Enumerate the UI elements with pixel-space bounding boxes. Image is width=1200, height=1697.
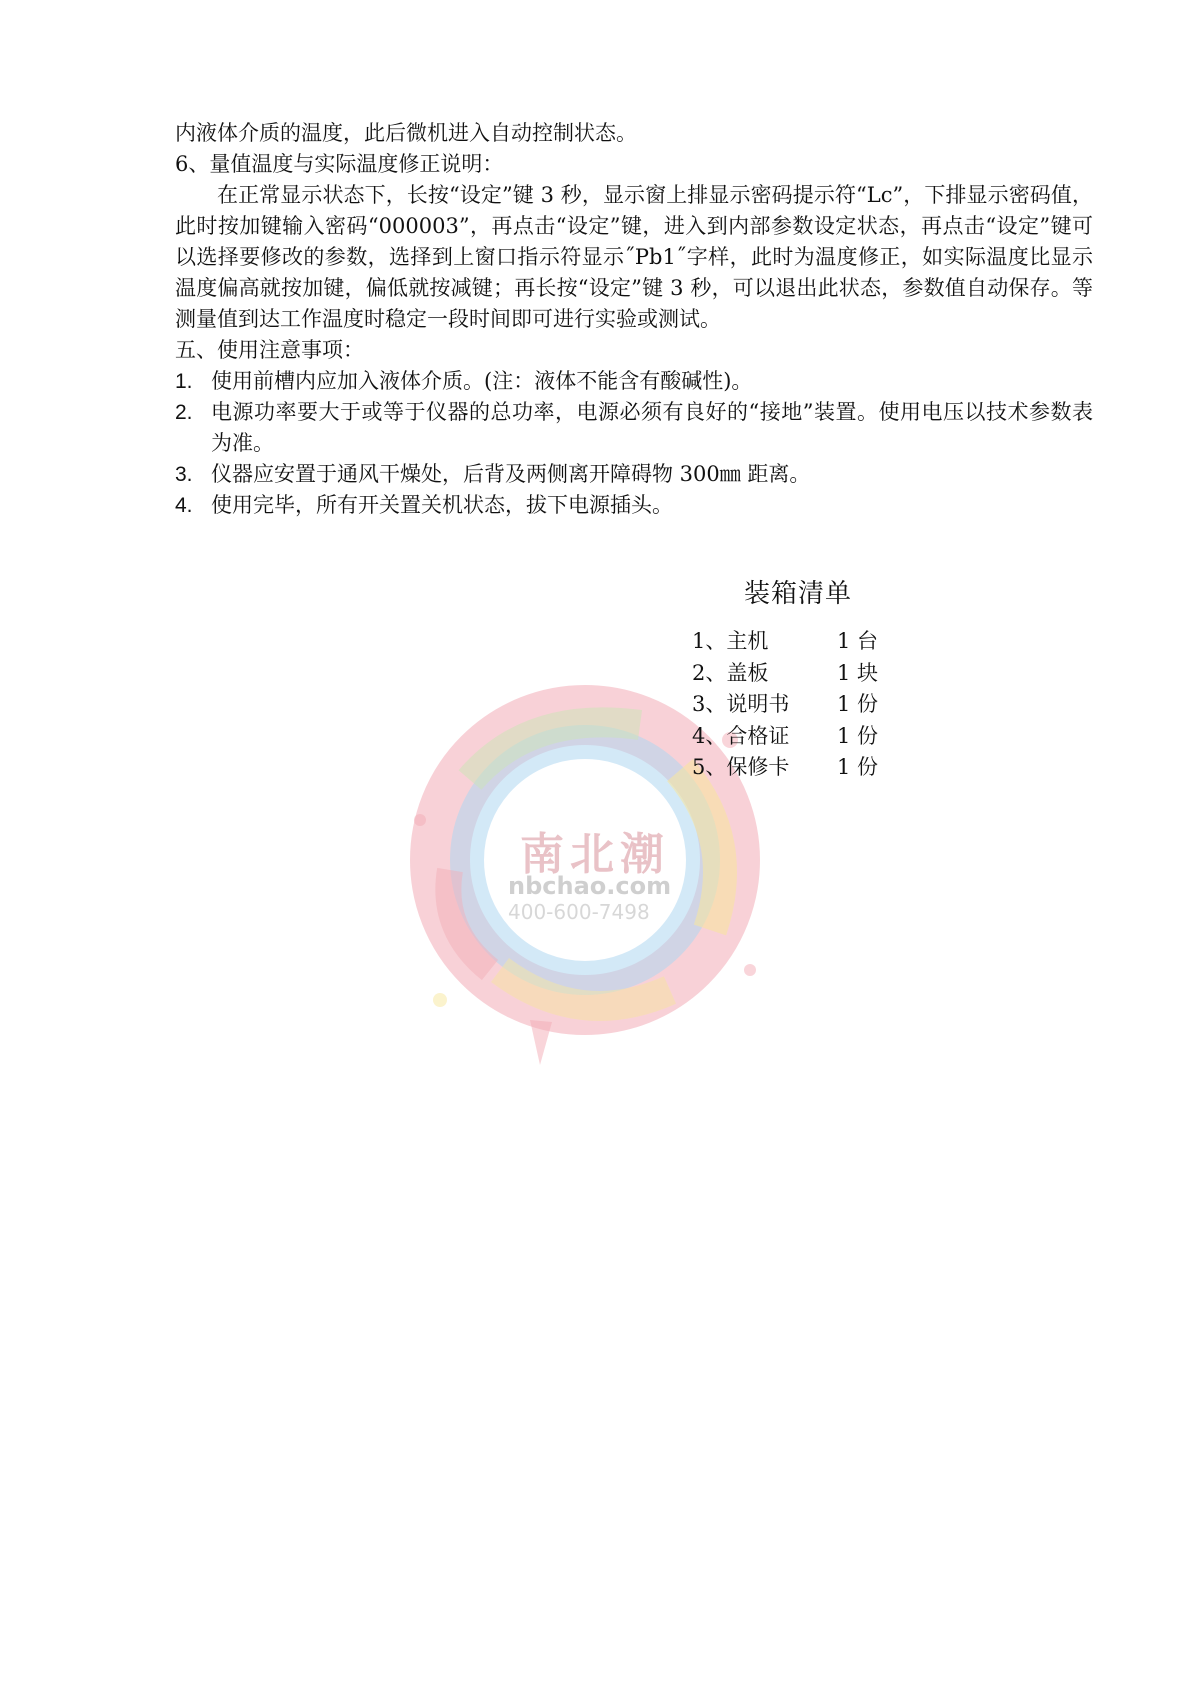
section-5-heading: 五、使用注意事项：	[175, 338, 364, 362]
note-text: 使用前槽内应加入液体介质。(注：液体不能含有酸碱性)。	[211, 369, 753, 393]
packing-item-name: 1、主机	[692, 629, 769, 653]
section-6-paragraph: 在正常显示状态下，长按“设定”键 3 秒，显示窗上排显示密码提示符“Lc”，下排显示密码值，此时按加键输入密码“000003”，再点击“设定”键，进入到内部参数设定状态，再点击“设定”键可以选择要修改的参数，选择到上窗口指示符显示˝Pb1˝字样，此时为温度修正，如实际温度比显示温度偏高就按加键，偏低就按减键；再长按“设定”键 3 秒，可以退出此状态，参数值自动保存。等测量值到达工作温度时稳定一段时间即可进行实验或测试。	[175, 183, 1093, 331]
watermark-url: nbchao.com	[508, 872, 672, 900]
packing-item-qty: 1 份	[837, 723, 879, 748]
section-6-heading: 6、量值温度与实际温度修正说明：	[175, 152, 504, 176]
manual-body	[175, 118, 1093, 521]
packing-row	[692, 752, 912, 784]
note-item	[175, 459, 1093, 490]
note-item	[175, 490, 1093, 521]
packing-item-qty: 1 份	[837, 755, 879, 779]
packing-item-name: 5、保修卡	[692, 755, 790, 779]
continued-line: 内液体介质的温度，此后微机进入自动控制状态。	[175, 121, 637, 145]
packing-item-qty: 1 块	[837, 660, 879, 685]
note-number: 4.	[175, 494, 193, 517]
note-number: 2.	[175, 401, 193, 424]
packing-item-qty: 1 台	[837, 629, 879, 653]
packing-row	[692, 689, 912, 721]
note-text: 仪器应安置于通风干燥处，后背及两侧离开障碍物 300㎜ 距离。	[211, 462, 811, 486]
packing-list-title: 装箱清单	[744, 579, 853, 609]
note-item	[175, 397, 1093, 459]
packing-row	[692, 626, 912, 658]
note-text: 使用完毕，所有开关置关机状态，拔下电源插头。	[211, 493, 673, 517]
watermark-phone: 400-600-7498	[508, 900, 650, 924]
packing-list-items	[692, 626, 912, 784]
note-text: 电源功率要大于或等于仪器的总功率，电源必须有良好的“接地”装置。使用电压以技术参数表为准。	[211, 400, 1093, 455]
note-number: 1.	[175, 370, 193, 393]
packing-row	[692, 658, 912, 690]
note-number: 3.	[175, 463, 193, 486]
note-item	[175, 366, 1093, 397]
packing-item-name: 2、盖板	[692, 660, 769, 685]
watermark-brand: 南北潮	[520, 829, 670, 880]
packing-item-qty: 1 份	[837, 692, 879, 716]
packing-item-name: 4、合格证	[692, 723, 790, 748]
packing-row	[692, 721, 912, 753]
packing-item-name: 3、说明书	[692, 692, 790, 716]
